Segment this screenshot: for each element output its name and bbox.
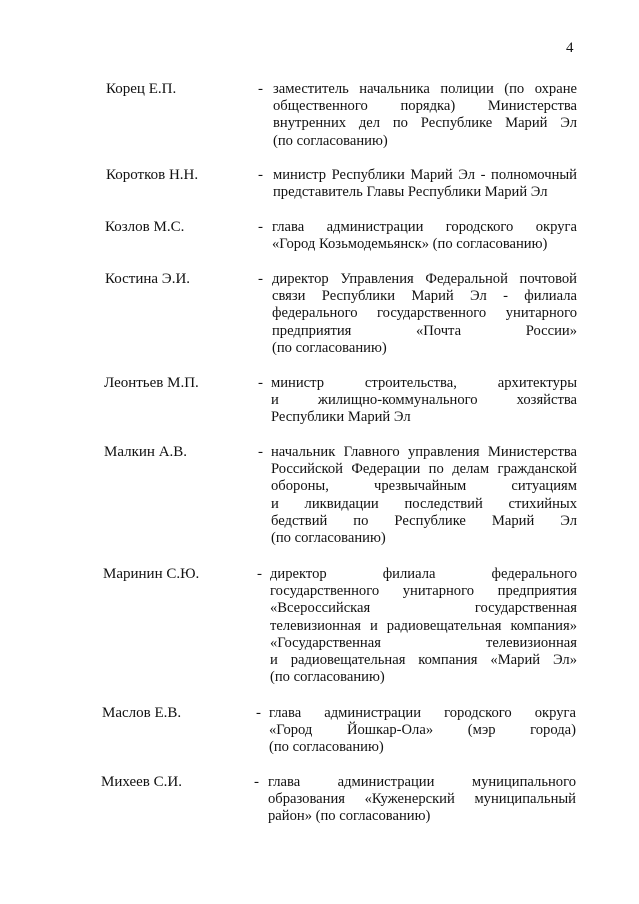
separator-dash: - (257, 566, 262, 582)
description-line: предприятия «Почта России» (272, 322, 577, 339)
position-description (268, 774, 576, 826)
description-line: глава администрации городского округа (272, 219, 577, 235)
person-name: Маринин С.Ю. (103, 566, 200, 582)
description-line: Российской Федерации по делам гражданской (271, 461, 577, 478)
description-line: «Всероссийская государственная (270, 600, 577, 617)
description-line: «Государственная телевизионная (270, 634, 577, 651)
description-line: глава администрации городского округа (269, 705, 576, 721)
position-description (271, 375, 577, 427)
description-line: общественного порядка) Министерства (273, 98, 577, 115)
description-line: министр Республики Марий Эл - полномочный (273, 167, 577, 183)
separator-dash: - (256, 705, 261, 721)
description-line: директор филиала федерального (270, 566, 577, 582)
position-description (272, 219, 577, 253)
description-line: директор Управления Федеральной почтовой (272, 271, 577, 287)
page-number: 4 (566, 40, 574, 56)
description-line: бедствий по Республике Марий Эл (271, 512, 577, 529)
description-line: внутренних дел по Республике Марий Эл (273, 115, 577, 132)
separator-dash: - (258, 271, 263, 287)
description-line: (по согласованию) (273, 132, 388, 149)
description-line: «Город Козьмодемьянск» (по согласованию) (272, 236, 548, 253)
position-description (273, 167, 577, 201)
separator-dash: - (258, 375, 263, 391)
person-name: Михеев С.И. (101, 774, 182, 790)
description-line: Республики Марий Эл (271, 409, 411, 426)
description-line: связи Республики Марий Эл - филиала (272, 288, 577, 305)
person-name: Козлов М.С. (105, 219, 185, 235)
person-name: Костина Э.И. (105, 271, 191, 287)
position-description (271, 444, 577, 547)
description-line: «Город Йошкар-Ола» (мэр города) (269, 722, 576, 739)
description-line: начальник Главного управления Министерства (271, 444, 577, 460)
description-line: и радиовещательная компания «Марий Эл» (270, 651, 577, 668)
description-line: район» (по согласованию) (268, 808, 431, 825)
description-line: (по согласованию) (272, 339, 387, 356)
description-line: министр строительства, архитектуры (271, 375, 577, 391)
separator-dash: - (258, 167, 263, 183)
person-name: Малкин А.В. (104, 444, 188, 460)
description-line: государственного унитарного предприятия (270, 583, 577, 600)
separator-dash: - (254, 774, 259, 790)
person-name: Леонтьев М.П. (104, 375, 199, 391)
description-line: глава администрации муниципального (268, 774, 576, 790)
description-line: и жилищно-коммунального хозяйства (271, 392, 577, 409)
position-description (272, 271, 577, 357)
description-line: (по согласованию) (269, 739, 384, 756)
description-line: телевизионная и радиовещательная компания» (270, 617, 577, 634)
position-description (269, 705, 576, 757)
description-line: и ликвидации последствий стихийных (271, 495, 577, 512)
description-line: образования «Куженерский муниципальный (268, 791, 576, 808)
separator-dash: - (258, 219, 263, 235)
description-line: представитель Главы Республики Марий Эл (273, 184, 548, 201)
description-line: заместитель начальника полиции (по охране (273, 81, 577, 97)
description-line: (по согласованию) (271, 529, 386, 546)
description-line: обороны, чрезвычайным ситуациям (271, 478, 577, 495)
separator-dash: - (258, 444, 263, 460)
person-name: Маслов Е.В. (102, 705, 182, 721)
person-name: Корец Е.П. (106, 81, 177, 97)
separator-dash: - (258, 81, 263, 97)
description-line: федерального государственного унитарного (272, 305, 577, 322)
position-description (273, 81, 577, 150)
person-name: Коротков Н.Н. (106, 167, 199, 183)
position-description (270, 566, 577, 686)
description-line: (по согласованию) (270, 669, 385, 686)
